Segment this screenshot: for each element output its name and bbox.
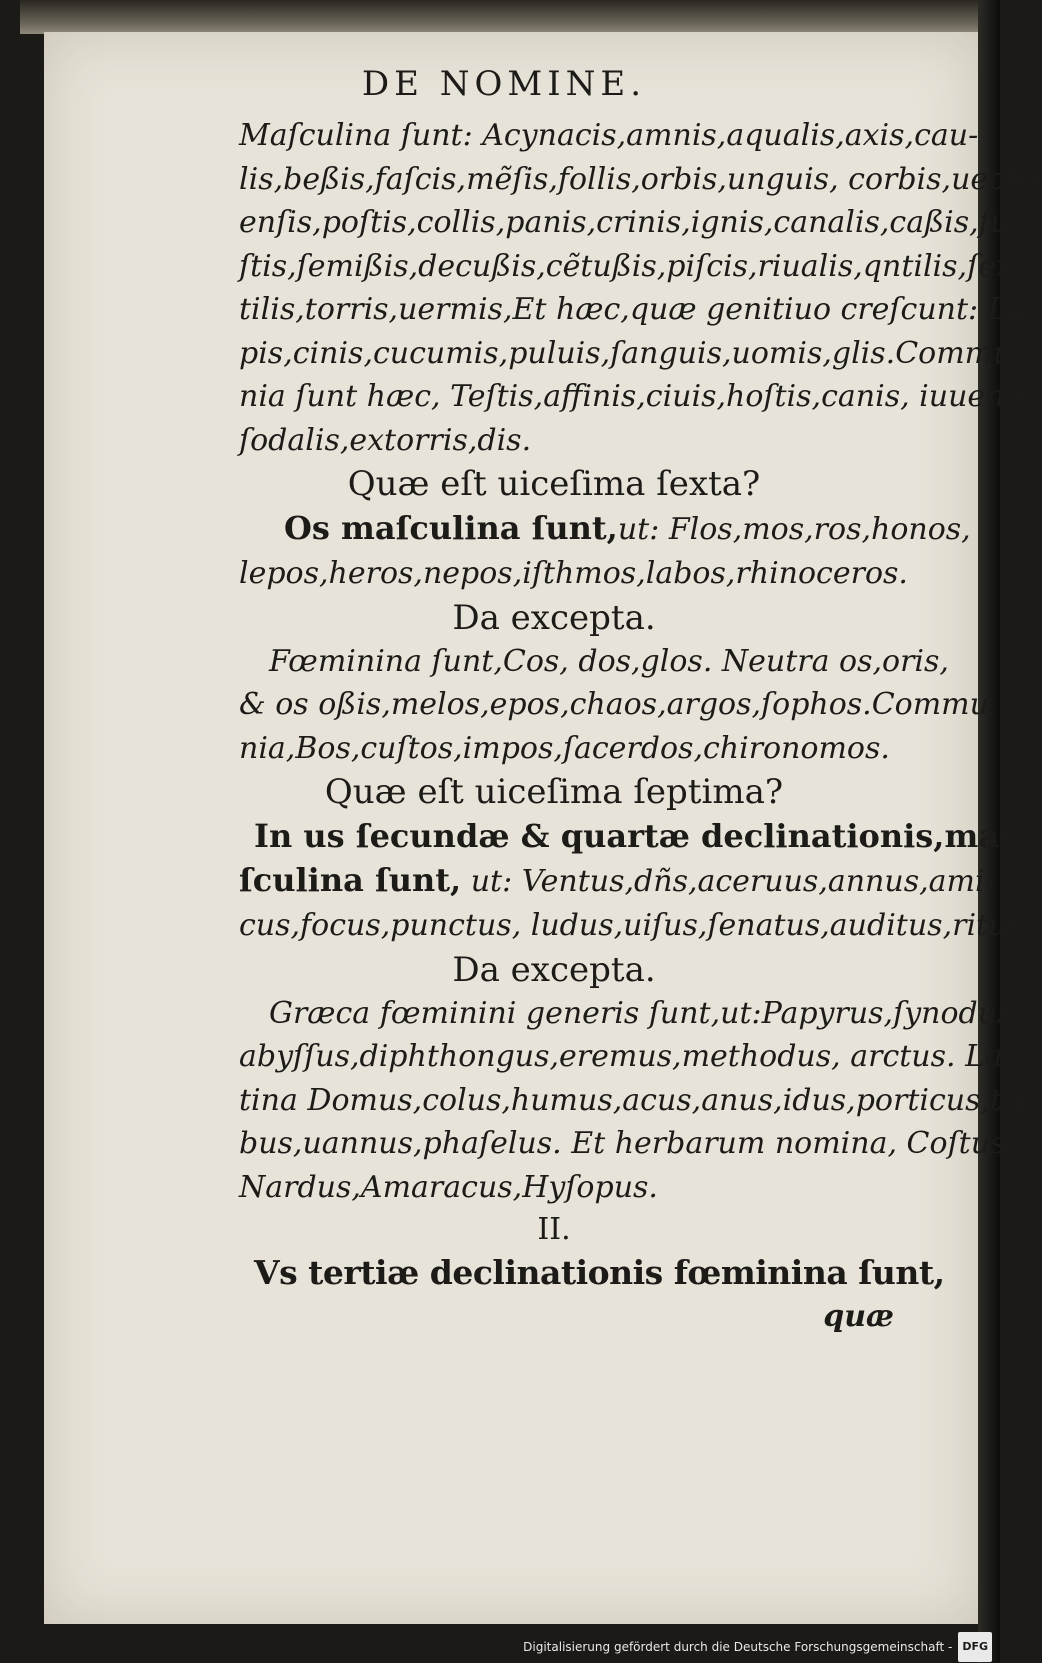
rule-line bbox=[54, 858, 995, 904]
text-line: tilis,torris,uermis,Et hæc,quæ genitiuo creſcunt: La bbox=[239, 292, 1026, 327]
catchword: quæ bbox=[823, 1299, 894, 1334]
question-heading: Quæ eſt uiceſima ſexta? bbox=[347, 464, 761, 504]
text-line: nia,Bos,cuſtos,impos,ſacerdos,chironomos. bbox=[239, 730, 890, 766]
excepta-heading: Da excepta. bbox=[452, 597, 656, 638]
text-line: Maſculina ſunt: Acynacis,amnis,aqualis,axis,cau- bbox=[239, 118, 979, 153]
dfg-logo-icon: DFG bbox=[958, 1632, 992, 1662]
book-top-edge bbox=[20, 0, 980, 34]
text-line: cus,focus,punctus, ludus,uiſus,ſenatus,auditus,ritus. bbox=[239, 908, 1033, 943]
rule-roman: ſculina ſunt, bbox=[239, 861, 462, 899]
rule-italic: ut: Ventus,dñs,aceruus,annus,ami- bbox=[461, 864, 995, 899]
footer-text: Digitalisierung gefördert durch die Deutsche Forschungsgemeinschaft - bbox=[523, 1640, 953, 1654]
rule-line bbox=[54, 506, 971, 552]
text-line: Nardus,Amaracus,Hyſopus. bbox=[239, 1169, 658, 1205]
text-line: tina Domus,colus,humus,acus,anus,idus,porticus,tri bbox=[239, 1082, 1027, 1118]
text-line: nia ſunt hæc, Teſtis,affinis,ciuis,hoſtis,canis, iuuenis, bbox=[239, 379, 1039, 414]
text-line: lis,beßis,faſcis,mẽſis,follis,orbis,unguis, corbis,uectis bbox=[239, 161, 1042, 197]
digitization-credit bbox=[523, 1633, 992, 1661]
text-line: & os oßis,melos,epos,chaos,argos,ſophos.Commu bbox=[239, 687, 989, 722]
rule-roman: Os maſculina ſunt, bbox=[284, 509, 618, 547]
rule-line: Vs tertiæ declinationis fœminina ſunt, bbox=[254, 1253, 945, 1292]
question-heading: Quæ eſt uiceſima ſeptima? bbox=[324, 772, 784, 812]
text-line: Græca fœminini generis ſunt,ut:Papyrus,ſynodus, bbox=[269, 995, 1022, 1031]
rule-italic: ut: Flos,mos,ros,honos, bbox=[617, 512, 971, 547]
text-line: pis,cinis,cucumis,puluis,ſanguis,uomis,glis.Commu bbox=[239, 335, 1013, 371]
text-line: Fœminina ſunt,Cos, dos,glos. Neutra os,oris, bbox=[269, 643, 949, 679]
section-numeral: II. bbox=[537, 1212, 571, 1247]
page-text-block bbox=[54, 64, 1042, 1339]
text-line: lepos,heros,nepos,iſthmos,labos,rhinoceros. bbox=[239, 556, 908, 591]
text-line: enſis,poſtis,collis,panis,crinis,ignis,canalis,caßis,fu- bbox=[239, 205, 1020, 240]
text-line: ſtis,ſemißis,decußis,cẽtußis,piſcis,riualis,qntilis,ſex bbox=[239, 248, 1013, 284]
text-line: abyſſus,diphthongus,eremus,methodus, arctus. La- bbox=[239, 1039, 1014, 1074]
text-line: bus,uannus,phaſelus. Et herbarum nomina, Coſtus bbox=[239, 1126, 1006, 1161]
rule-line: In us ſecundæ & quartæ declinationis,ma- bbox=[254, 817, 1013, 855]
excepta-heading: Da excepta. bbox=[452, 949, 656, 990]
running-head: DE NOMINE. bbox=[361, 64, 647, 104]
text-line: ſodalis,extorris,dis. bbox=[239, 422, 532, 458]
